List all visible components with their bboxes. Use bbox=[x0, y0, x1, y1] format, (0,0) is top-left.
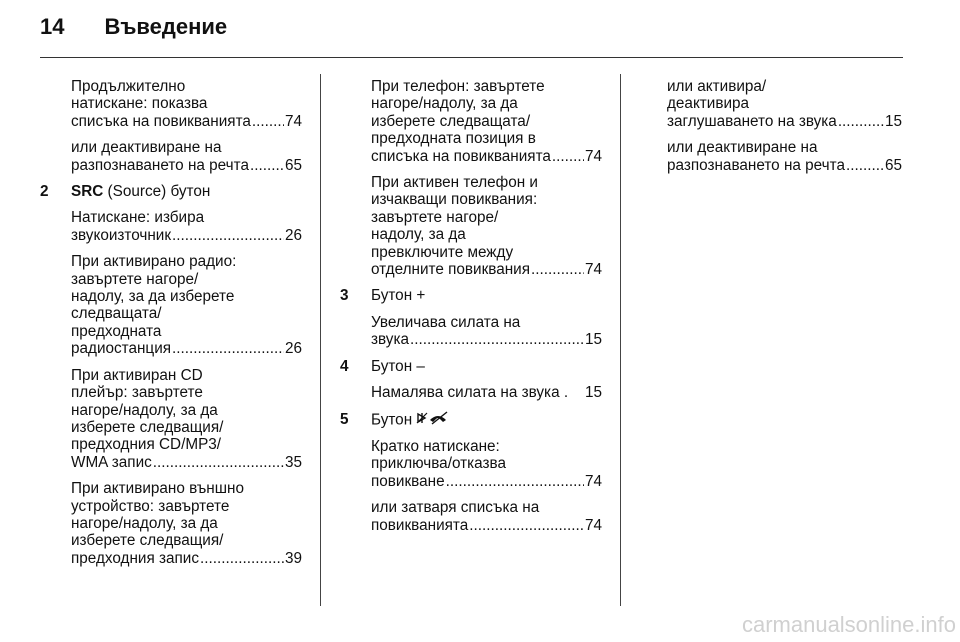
toc-text: предходния запис bbox=[71, 549, 199, 567]
text-line: нагоре/надолу, за да bbox=[71, 514, 218, 532]
leader-dots bbox=[252, 113, 284, 130]
plus-icon: + bbox=[416, 287, 426, 305]
toc-text: списъка на повикванията bbox=[371, 147, 551, 165]
toc-entry bbox=[71, 227, 302, 244]
leader-dots bbox=[552, 148, 584, 165]
text-line: предходната позиция в bbox=[371, 130, 536, 148]
text-line: Натискане: избира bbox=[71, 209, 205, 227]
item-label: (Source) бутон bbox=[103, 183, 211, 201]
paragraph bbox=[40, 139, 302, 174]
numbered-item-5 bbox=[340, 411, 602, 429]
text-line: плейър: завъртете bbox=[71, 384, 203, 402]
page-ref[interactable]: 15 bbox=[884, 112, 902, 130]
leader-dots bbox=[200, 550, 284, 567]
paragraph bbox=[340, 174, 602, 278]
text-line: устройство: завъртете bbox=[71, 497, 230, 515]
page-ref[interactable]: 15 bbox=[584, 331, 602, 349]
page-ref[interactable]: 65 bbox=[884, 156, 902, 174]
watermark: carmanualsonline.info bbox=[741, 612, 956, 637]
paragraph bbox=[340, 78, 602, 165]
numbered-item-2 bbox=[40, 183, 302, 200]
paragraph bbox=[40, 367, 302, 471]
page-ref[interactable]: 26 bbox=[284, 340, 302, 358]
toc-text: радиостанция bbox=[71, 340, 172, 358]
text-line: следващата/ bbox=[71, 305, 162, 323]
text-line: Кратко натискане: bbox=[371, 437, 500, 455]
leader-dots bbox=[410, 331, 584, 348]
toc-text: заглушаването на звука bbox=[667, 112, 837, 130]
item-key: SRC bbox=[71, 183, 104, 201]
toc-text: звука bbox=[371, 331, 409, 349]
page-header bbox=[40, 14, 227, 54]
text-line: надолу, за да изберете bbox=[71, 288, 235, 306]
text-line: предходния CD/MP3/ bbox=[71, 436, 222, 454]
text-line: При активиран CD bbox=[71, 366, 203, 384]
text-line: При активирано радио: bbox=[71, 253, 237, 271]
column-1 bbox=[40, 78, 302, 576]
text-line: нагоре/надолу, за да bbox=[71, 401, 218, 419]
page-ref[interactable]: 74 bbox=[584, 472, 602, 490]
mute-hangup-icon bbox=[416, 411, 452, 429]
toc-entry bbox=[371, 261, 602, 278]
leader-dots bbox=[250, 157, 284, 174]
text-line: изберете следващия/ bbox=[71, 532, 224, 550]
toc-text: Намалява силата на звука . bbox=[371, 384, 569, 402]
page-ref[interactable]: 74 bbox=[584, 516, 602, 534]
text-line: нагоре/надолу, за да bbox=[371, 95, 518, 113]
toc-entry bbox=[371, 384, 602, 401]
text-line: натискане: показва bbox=[71, 95, 208, 113]
page-ref[interactable]: 65 bbox=[284, 156, 302, 174]
paragraph bbox=[340, 499, 602, 534]
toc-entry bbox=[71, 454, 302, 471]
item-number: 5 bbox=[340, 410, 349, 428]
page-number: 14 bbox=[40, 14, 65, 39]
column-divider bbox=[620, 74, 621, 606]
page-ref[interactable]: 26 bbox=[284, 226, 302, 244]
column-divider bbox=[320, 74, 321, 606]
text-line: При телефон: завъртете bbox=[371, 78, 545, 95]
toc-text: повикванията bbox=[371, 516, 469, 534]
toc-entry bbox=[71, 550, 302, 567]
toc-entry bbox=[71, 157, 302, 174]
page-title: Въведение bbox=[104, 14, 228, 39]
toc-text: WMA запис bbox=[71, 453, 152, 471]
text-line: Продължително bbox=[71, 78, 186, 95]
page-ref[interactable]: 39 bbox=[284, 549, 302, 567]
leader-dots bbox=[531, 261, 584, 278]
toc-entry bbox=[371, 331, 602, 348]
paragraph bbox=[667, 78, 902, 130]
text-line: или деактивиране на bbox=[71, 139, 222, 157]
leader-dots bbox=[846, 157, 884, 174]
paragraph bbox=[340, 314, 602, 349]
text-line: изчакващи повиквания: bbox=[371, 191, 538, 209]
toc-text: звукоизточник bbox=[71, 226, 172, 244]
paragraph bbox=[340, 438, 602, 490]
leader-dots bbox=[172, 340, 284, 357]
text-line: приключва/отказва bbox=[371, 455, 506, 473]
text-line: предходната bbox=[71, 322, 162, 340]
toc-entry bbox=[667, 113, 902, 130]
paragraph bbox=[340, 384, 602, 401]
text-line: При активирано външно bbox=[71, 480, 244, 498]
paragraph bbox=[40, 78, 302, 130]
toc-text: разпознаването на речта bbox=[667, 156, 845, 174]
page-ref[interactable]: 74 bbox=[584, 147, 602, 165]
text-line: или деактивиране на bbox=[667, 139, 818, 157]
text-line: завъртете нагоре/ bbox=[71, 270, 199, 288]
leader-dots bbox=[446, 473, 584, 490]
header-rule bbox=[40, 57, 903, 58]
column-2 bbox=[340, 78, 602, 543]
toc-entry bbox=[371, 473, 602, 490]
page-ref[interactable]: 74 bbox=[584, 261, 602, 279]
text-line: изберете следващата/ bbox=[371, 112, 531, 130]
numbered-item-4 bbox=[340, 358, 602, 375]
toc-entry bbox=[667, 157, 902, 174]
paragraph bbox=[40, 253, 302, 357]
toc-text: отделните повиквания bbox=[371, 261, 530, 279]
text-line: или активира/ bbox=[667, 78, 767, 95]
toc-entry bbox=[71, 340, 302, 357]
toc-text: списъка на повикванията bbox=[71, 112, 251, 130]
text-line: изберете следващия/ bbox=[71, 418, 224, 436]
item-label: Бутон bbox=[371, 410, 417, 428]
column-3 bbox=[667, 78, 902, 183]
leader-dots bbox=[469, 517, 584, 534]
leader-dots bbox=[172, 227, 284, 244]
toc-entry bbox=[371, 517, 602, 534]
page-ref[interactable]: 15 bbox=[584, 384, 602, 402]
toc-text: разпознаването на речта bbox=[71, 156, 249, 174]
text-line: завъртете нагоре/ bbox=[371, 208, 499, 226]
toc-text: повикване bbox=[371, 472, 445, 490]
text-line: деактивира bbox=[667, 95, 750, 113]
item-label: Бутон bbox=[371, 287, 417, 305]
item-label: Бутон bbox=[371, 357, 417, 375]
item-number: 3 bbox=[340, 287, 349, 305]
toc-entry bbox=[371, 148, 602, 165]
leader-dots bbox=[838, 113, 884, 130]
text-line: Увеличава силата на bbox=[371, 313, 521, 331]
toc-entry bbox=[71, 113, 302, 130]
item-number: 2 bbox=[40, 183, 49, 201]
text-line: или затваря списъка на bbox=[371, 499, 540, 517]
text-line: надолу, за да bbox=[371, 226, 466, 244]
page-ref[interactable]: 35 bbox=[284, 453, 302, 471]
page-ref[interactable]: 74 bbox=[284, 112, 302, 130]
numbered-item-3 bbox=[340, 287, 602, 304]
item-number: 4 bbox=[340, 357, 349, 375]
leader-dots bbox=[153, 454, 284, 471]
text-line: При активен телефон и bbox=[371, 174, 538, 192]
paragraph bbox=[40, 480, 302, 567]
paragraph bbox=[667, 139, 902, 174]
text-line: превключите между bbox=[371, 243, 514, 261]
paragraph bbox=[40, 209, 302, 244]
minus-icon: – bbox=[416, 357, 425, 375]
